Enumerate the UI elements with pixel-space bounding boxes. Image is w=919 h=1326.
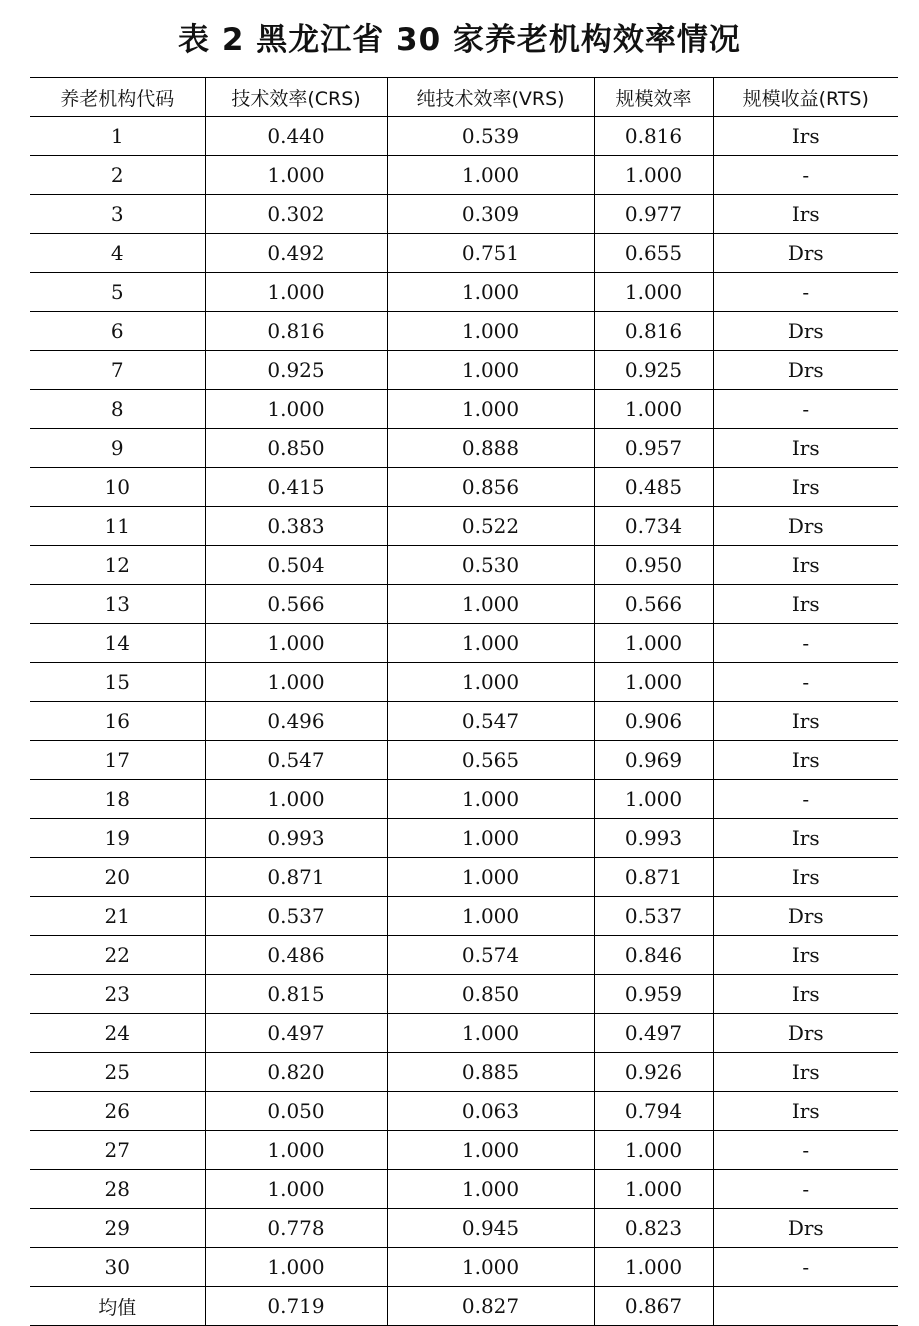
crs-cell: 0.486	[205, 936, 387, 975]
crs-cell: 0.850	[205, 429, 387, 468]
vrs-cell: 1.000	[387, 1014, 594, 1053]
vrs-cell: 1.000	[387, 780, 594, 819]
rts-cell: Irs	[713, 936, 898, 975]
crs-cell: 0.547	[205, 741, 387, 780]
table-row	[30, 156, 898, 195]
table-row	[30, 1131, 898, 1170]
scale-cell: 0.823	[594, 1209, 713, 1248]
scale-cell: 1.000	[594, 390, 713, 429]
crs-cell: 1.000	[205, 156, 387, 195]
code-cell: 5	[30, 273, 205, 312]
table-body	[30, 117, 898, 1326]
code-cell: 7	[30, 351, 205, 390]
rts-cell: Irs	[713, 195, 898, 234]
rts-cell: -	[713, 273, 898, 312]
code-cell: 12	[30, 546, 205, 585]
rts-cell: Irs	[713, 429, 898, 468]
vrs-cell: 1.000	[387, 312, 594, 351]
code-cell: 27	[30, 1131, 205, 1170]
crs-cell: 0.925	[205, 351, 387, 390]
scale-cell: 1.000	[594, 156, 713, 195]
scale-cell: 0.871	[594, 858, 713, 897]
scale-cell: 1.000	[594, 624, 713, 663]
crs-cell: 0.537	[205, 897, 387, 936]
vrs-cell: 1.000	[387, 390, 594, 429]
vrs-cell: 1.000	[387, 858, 594, 897]
code-cell: 15	[30, 663, 205, 702]
crs-cell: 1.000	[205, 1248, 387, 1287]
code-cell: 17	[30, 741, 205, 780]
rts-cell: Drs	[713, 234, 898, 273]
table-row	[30, 897, 898, 936]
code-cell: 19	[30, 819, 205, 858]
crs-cell: 1.000	[205, 1170, 387, 1209]
code-cell: 13	[30, 585, 205, 624]
code-cell: 11	[30, 507, 205, 546]
rts-cell: Irs	[713, 741, 898, 780]
code-cell: 2	[30, 156, 205, 195]
vrs-cell: 0.945	[387, 1209, 594, 1248]
scale-cell: 0.906	[594, 702, 713, 741]
rts-cell: Drs	[713, 351, 898, 390]
crs-cell: 0.497	[205, 1014, 387, 1053]
scale-cell: 1.000	[594, 273, 713, 312]
vrs-cell: 1.000	[387, 273, 594, 312]
crs-cell: 0.871	[205, 858, 387, 897]
scale-cell: 0.485	[594, 468, 713, 507]
crs-cell: 0.778	[205, 1209, 387, 1248]
table-row	[30, 390, 898, 429]
code-cell: 8	[30, 390, 205, 429]
scale-cell: 0.925	[594, 351, 713, 390]
code-cell: 24	[30, 1014, 205, 1053]
header-scale-efficiency: 规模效率	[594, 78, 713, 117]
scale-cell: 0.926	[594, 1053, 713, 1092]
scale-cell: 0.977	[594, 195, 713, 234]
rts-cell: Drs	[713, 507, 898, 546]
scale-cell: 1.000	[594, 1131, 713, 1170]
vrs-cell: 0.751	[387, 234, 594, 273]
header-pure-technical-efficiency: 纯技术效率(VRS)	[387, 78, 594, 117]
vrs-cell: 0.888	[387, 429, 594, 468]
scale-cell: 0.816	[594, 312, 713, 351]
crs-cell: 0.440	[205, 117, 387, 156]
vrs-cell: 0.850	[387, 975, 594, 1014]
crs-cell: 1.000	[205, 780, 387, 819]
table-row	[30, 429, 898, 468]
table-row	[30, 819, 898, 858]
table-row	[30, 585, 898, 624]
scale-cell: 0.816	[594, 117, 713, 156]
scale-cell: 0.957	[594, 429, 713, 468]
table-row	[30, 546, 898, 585]
code-cell: 9	[30, 429, 205, 468]
vrs-cell: 1.000	[387, 1170, 594, 1209]
efficiency-table	[30, 77, 898, 1326]
crs-cell: 0.496	[205, 702, 387, 741]
crs-cell: 0.815	[205, 975, 387, 1014]
scale-cell: 0.537	[594, 897, 713, 936]
crs-cell: 0.050	[205, 1092, 387, 1131]
table-header-row	[30, 78, 898, 117]
vrs-cell: 0.530	[387, 546, 594, 585]
table-row	[30, 702, 898, 741]
code-cell: 23	[30, 975, 205, 1014]
rts-cell: Drs	[713, 1209, 898, 1248]
vrs-cell: 1.000	[387, 351, 594, 390]
vrs-cell: 1.000	[387, 585, 594, 624]
scale-cell: 1.000	[594, 1248, 713, 1287]
crs-cell: 1.000	[205, 624, 387, 663]
table-row	[30, 936, 898, 975]
table-row	[30, 1170, 898, 1209]
vrs-cell: 0.522	[387, 507, 594, 546]
scale-cell: 1.000	[594, 780, 713, 819]
rts-cell: Irs	[713, 819, 898, 858]
crs-cell: 0.302	[205, 195, 387, 234]
code-cell: 29	[30, 1209, 205, 1248]
scale-cell: 0.993	[594, 819, 713, 858]
rts-cell: Irs	[713, 1053, 898, 1092]
table-row	[30, 1248, 898, 1287]
table-row	[30, 624, 898, 663]
table-row	[30, 1014, 898, 1053]
crs-cell: 0.383	[205, 507, 387, 546]
crs-cell: 1.000	[205, 1131, 387, 1170]
rts-cell: -	[713, 156, 898, 195]
code-cell: 6	[30, 312, 205, 351]
code-cell: 10	[30, 468, 205, 507]
table-row	[30, 351, 898, 390]
vrs-cell: 0.856	[387, 468, 594, 507]
code-cell: 3	[30, 195, 205, 234]
table-row	[30, 507, 898, 546]
table-row	[30, 195, 898, 234]
code-cell: 21	[30, 897, 205, 936]
table-row	[30, 663, 898, 702]
rts-cell: -	[713, 663, 898, 702]
rts-cell: -	[713, 1248, 898, 1287]
crs-cell: 0.719	[205, 1287, 387, 1326]
rts-cell: Irs	[713, 858, 898, 897]
table-row	[30, 234, 898, 273]
table-row	[30, 780, 898, 819]
code-cell: 30	[30, 1248, 205, 1287]
rts-cell: Drs	[713, 1014, 898, 1053]
scale-cell: 0.655	[594, 234, 713, 273]
scale-cell: 0.959	[594, 975, 713, 1014]
scale-cell: 0.734	[594, 507, 713, 546]
vrs-cell: 0.547	[387, 702, 594, 741]
code-cell: 20	[30, 858, 205, 897]
scale-cell: 0.497	[594, 1014, 713, 1053]
rts-cell: -	[713, 390, 898, 429]
vrs-cell: 1.000	[387, 897, 594, 936]
rts-cell: -	[713, 1170, 898, 1209]
table-row	[30, 273, 898, 312]
table-row	[30, 1209, 898, 1248]
rts-cell: Irs	[713, 1092, 898, 1131]
code-cell: 25	[30, 1053, 205, 1092]
table-title: 表 2 黑龙江省 30 家养老机构效率情况	[178, 22, 741, 58]
header-technical-efficiency: 技术效率(CRS)	[205, 78, 387, 117]
crs-cell: 0.820	[205, 1053, 387, 1092]
scale-cell: 0.566	[594, 585, 713, 624]
rts-cell: -	[713, 624, 898, 663]
rts-cell: Irs	[713, 546, 898, 585]
code-cell: 18	[30, 780, 205, 819]
vrs-cell: 0.827	[387, 1287, 594, 1326]
vrs-cell: 1.000	[387, 1248, 594, 1287]
table-row	[30, 975, 898, 1014]
rts-cell: Irs	[713, 117, 898, 156]
vrs-cell: 1.000	[387, 819, 594, 858]
table-row	[30, 1053, 898, 1092]
vrs-cell: 0.574	[387, 936, 594, 975]
table-row	[30, 468, 898, 507]
rts-cell: Irs	[713, 468, 898, 507]
rts-cell: Drs	[713, 312, 898, 351]
vrs-cell: 1.000	[387, 663, 594, 702]
crs-cell: 1.000	[205, 273, 387, 312]
rts-cell: Drs	[713, 897, 898, 936]
header-institution-code: 养老机构代码	[30, 78, 205, 117]
crs-cell: 0.566	[205, 585, 387, 624]
rts-cell: Irs	[713, 585, 898, 624]
vrs-cell: 0.309	[387, 195, 594, 234]
table-row	[30, 741, 898, 780]
header-returns-to-scale: 规模收益(RTS)	[713, 78, 898, 117]
scale-cell: 0.867	[594, 1287, 713, 1326]
mean-row	[30, 1287, 898, 1326]
table-row	[30, 858, 898, 897]
vrs-cell: 0.565	[387, 741, 594, 780]
rts-cell: Irs	[713, 975, 898, 1014]
scale-cell: 1.000	[594, 663, 713, 702]
crs-cell: 0.504	[205, 546, 387, 585]
vrs-cell: 0.539	[387, 117, 594, 156]
mean-label: 均值	[30, 1287, 205, 1326]
vrs-cell: 1.000	[387, 1131, 594, 1170]
vrs-cell: 0.063	[387, 1092, 594, 1131]
code-cell: 28	[30, 1170, 205, 1209]
code-cell: 4	[30, 234, 205, 273]
scale-cell: 1.000	[594, 1170, 713, 1209]
scale-cell: 0.794	[594, 1092, 713, 1131]
scale-cell: 0.950	[594, 546, 713, 585]
crs-cell: 0.492	[205, 234, 387, 273]
code-cell: 14	[30, 624, 205, 663]
code-cell: 16	[30, 702, 205, 741]
rts-cell	[713, 1287, 898, 1326]
rts-cell: -	[713, 1131, 898, 1170]
crs-cell: 0.993	[205, 819, 387, 858]
table-row	[30, 312, 898, 351]
crs-cell: 1.000	[205, 663, 387, 702]
scale-cell: 0.846	[594, 936, 713, 975]
crs-cell: 0.816	[205, 312, 387, 351]
crs-cell: 1.000	[205, 390, 387, 429]
vrs-cell: 0.885	[387, 1053, 594, 1092]
scale-cell: 0.969	[594, 741, 713, 780]
code-cell: 26	[30, 1092, 205, 1131]
code-cell: 22	[30, 936, 205, 975]
code-cell: 1	[30, 117, 205, 156]
table-row	[30, 117, 898, 156]
vrs-cell: 1.000	[387, 624, 594, 663]
vrs-cell: 1.000	[387, 156, 594, 195]
rts-cell: -	[713, 780, 898, 819]
table-row	[30, 1092, 898, 1131]
crs-cell: 0.415	[205, 468, 387, 507]
rts-cell: Irs	[713, 702, 898, 741]
